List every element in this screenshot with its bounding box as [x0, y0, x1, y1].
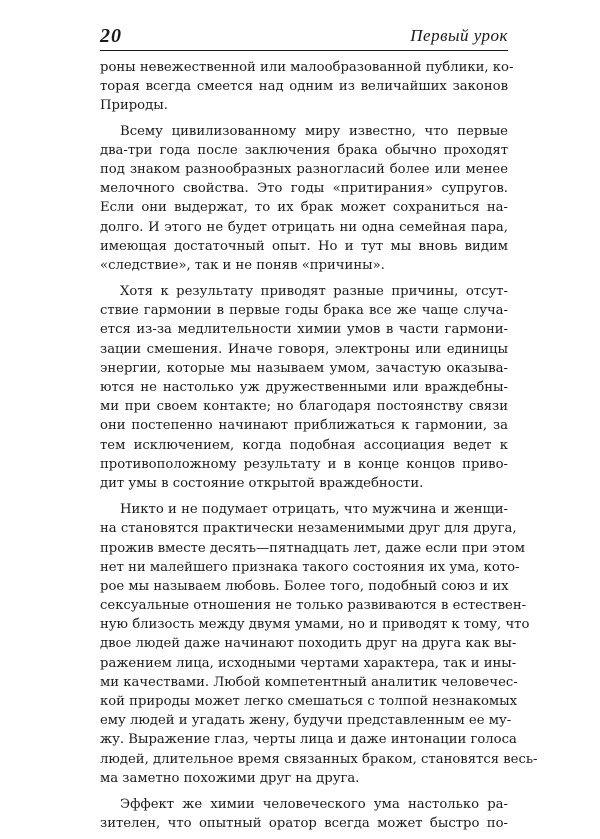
- text-line: дит умы в состояние открытой враждебности.: [100, 475, 424, 491]
- text-line: ются не настолько уж дружественными или враждебны-: [100, 380, 508, 395]
- text-line: ему людей и угадать жену, будучи представленным ее му-: [100, 713, 512, 729]
- text-line: два-три года после заключения брака обычно проходят: [100, 142, 508, 158]
- paragraph: [100, 122, 508, 276]
- text-line: Если они выдержат, то их брак может сохраниться на-: [100, 200, 508, 216]
- text-line: ражением лица, исходными чертами характера, так и ины-: [100, 655, 517, 671]
- text-line: ми при своем контакте; но благодаря постоянству связи: [100, 399, 508, 415]
- text-line: ствие гармонии в первые годы брака все же чаще случа-: [100, 303, 508, 319]
- text-line: Природы.: [100, 98, 168, 114]
- paragraph: [100, 58, 514, 116]
- text-line: ма заметно похожими друг на друга.: [100, 770, 360, 786]
- text-line: Эффект же химии человеческого ума настолько ра-: [120, 796, 508, 812]
- text-line: ную близость между двумя умами, но и приводят к тому, что: [100, 617, 530, 633]
- text-line: на становятся практически незаменимыми друг для друга,: [100, 521, 517, 537]
- text-line: имеющая достаточный опыт. Но и тут мы вновь видим: [100, 238, 508, 254]
- page-number: 20: [100, 25, 122, 47]
- paragraph: [100, 795, 508, 833]
- text-line: Никто и не подумает отрицать, что мужчина и женщи-: [120, 502, 508, 518]
- text-line: Всему цивилизованному миру известно, что первые: [120, 123, 508, 139]
- text-line: торая всегда смеется над одним из величайших законов: [100, 79, 508, 95]
- text-line: нет ни малейшего признака такого состояния их ума, кото-: [100, 559, 520, 575]
- text-line: они постепенно начинают приближаться к гармонии, за: [100, 418, 508, 434]
- section-title: Первый урок: [410, 26, 508, 45]
- header-rule: [100, 50, 508, 51]
- text-line: людей, длительное время связанных браком, становятся весь-: [100, 751, 538, 767]
- text-line: сексуальные отношения не только развиваются в естествен-: [100, 598, 527, 614]
- text-line: «следствие», так и не поняв «причины».: [100, 257, 385, 273]
- text-line: противоположному результату и в конце концов приво-: [100, 456, 508, 472]
- text-line: ми качествами. Любой компетентный аналитик человечес-: [100, 674, 518, 690]
- text-line: рое мы называем любовь. Более того, подобный союз и их: [100, 578, 509, 594]
- text-line: под знаком разнообразных разногласий более или менее: [100, 161, 508, 177]
- text-line: Хотя к результату приводят разные причины, отсут-: [120, 284, 508, 300]
- running-head: [100, 24, 508, 50]
- text-line: ется из-за медлительности химии умов в части гармони-: [100, 322, 508, 338]
- text-line: зителен, что опытный оратор всегда может быстро по-: [100, 816, 508, 832]
- text-line: прожив вместе десять—пятнадцать лет, даже если при этом: [100, 540, 525, 556]
- text-line: роны невежественной или малообразованной публики, ко-: [100, 60, 514, 75]
- text-line: двое людей даже начинают походить друг на друга как вы-: [100, 636, 517, 652]
- paragraph: [100, 500, 538, 788]
- text-line: жу. Выражение глаз, черты лица и даже интонации голоса: [100, 732, 517, 748]
- text-line: тем исключением, когда подобная ассоциация ведет к: [100, 437, 508, 453]
- text-line: зации смешения. Иначе говоря, электроны или единицы: [100, 341, 508, 357]
- text-line: энергии, которые мы называем умом, зачастую оказыва-: [100, 360, 508, 376]
- text-line: кой природы может легко смешаться с толпой незнакомых: [100, 694, 518, 709]
- text-line: долго. И этого не будет отрицать ни одна семейная пара,: [100, 219, 508, 235]
- paragraph: [100, 282, 508, 493]
- text-line: мелочного свойства. Это годы «притирания» супругов.: [100, 181, 508, 197]
- body-text: [100, 58, 538, 839]
